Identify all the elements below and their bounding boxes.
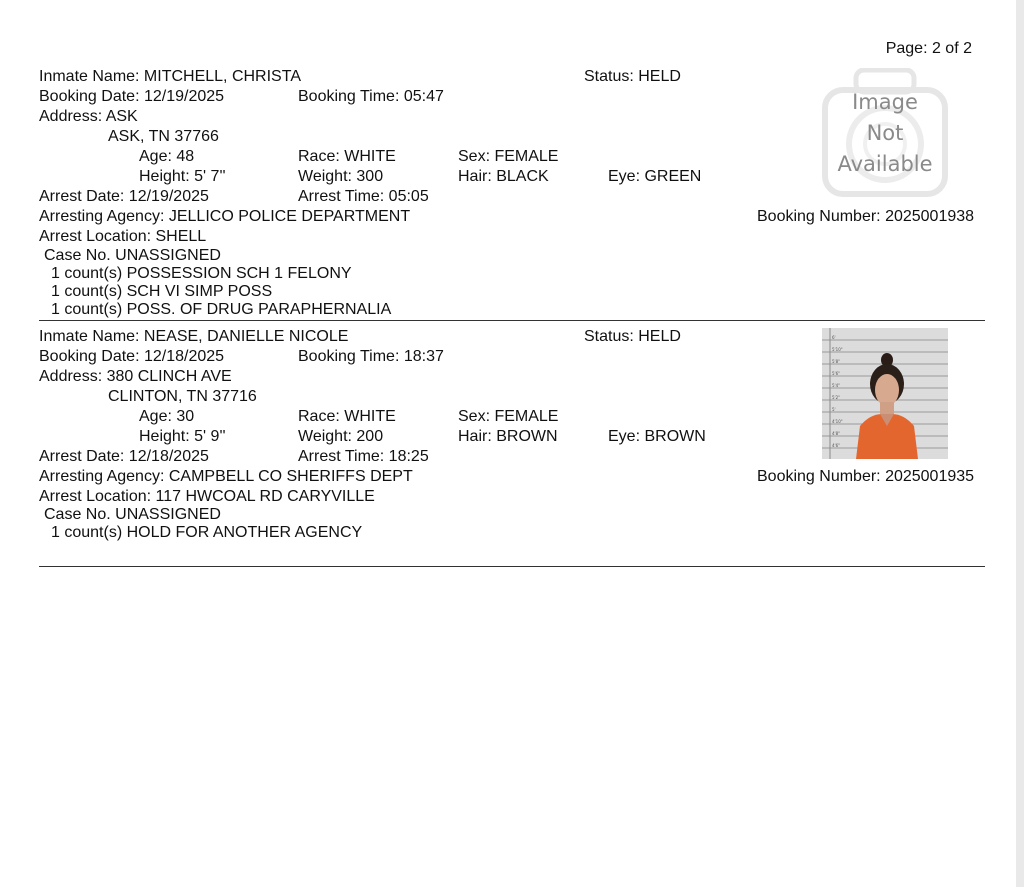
- age: Age: 30: [139, 408, 195, 425]
- weight: Weight: 200: [298, 428, 384, 445]
- booking-time: Booking Time: 18:37: [298, 348, 444, 365]
- status: Status: HELD: [584, 68, 681, 85]
- image-not-available-placeholder: [822, 68, 948, 198]
- sex: Sex: FEMALE: [458, 148, 559, 165]
- booking-photo-image: [822, 328, 948, 459]
- height-chart-tick-label: 5'2": [832, 395, 841, 400]
- height-chart-tick-label: 5'8": [832, 359, 841, 364]
- booking-date: Booking Date: 12/19/2025: [39, 88, 225, 105]
- booking-time: Booking Time: 05:47: [298, 88, 444, 105]
- height-chart-tick-label: 4'8": [832, 431, 841, 436]
- charge-item: 1 count(s) HOLD FOR ANOTHER AGENCY: [51, 524, 363, 541]
- weight: Weight: 300: [298, 168, 384, 185]
- address-line1: Address: 380 CLINCH AVE: [39, 368, 232, 385]
- height-chart-tick-label: 5'10": [832, 347, 843, 352]
- placeholder-text: Image: [852, 90, 918, 114]
- height-chart-tick-label: 5'4": [832, 383, 841, 388]
- height-chart-tick-label: 5'6": [832, 371, 841, 376]
- hair: Hair: BROWN: [458, 428, 558, 445]
- eye: Eye: BROWN: [608, 428, 706, 445]
- charge-item: 1 count(s) POSS. OF DRUG PARAPHERNALIA: [51, 301, 392, 318]
- arrest-time: Arrest Time: 05:05: [298, 188, 429, 205]
- placeholder-text: Available: [837, 152, 933, 176]
- page-number: Page: 2 of 2: [885, 40, 972, 57]
- inmate-name: Inmate Name: NEASE, DANIELLE NICOLE: [39, 328, 349, 345]
- placeholder-text: Not: [866, 121, 904, 145]
- arrest-location: Arrest Location: SHELL: [39, 228, 207, 245]
- record-divider: [39, 566, 985, 567]
- sex: Sex: FEMALE: [458, 408, 559, 425]
- arrest-date: Arrest Date: 12/18/2025: [39, 448, 209, 465]
- page-edge: [1016, 0, 1024, 887]
- record-divider: [39, 320, 985, 321]
- address-line2: CLINTON, TN 37716: [108, 388, 257, 405]
- height-chart-tick-label: 5': [832, 407, 836, 412]
- case-number: Case No. UNASSIGNED: [44, 506, 221, 523]
- case-number: Case No. UNASSIGNED: [44, 247, 221, 264]
- charge-item: 1 count(s) POSSESSION SCH 1 FELONY: [51, 265, 352, 282]
- booking-number: Booking Number: 2025001938: [757, 208, 975, 225]
- eye: Eye: GREEN: [608, 168, 702, 185]
- inmate-name: Inmate Name: MITCHELL, CHRISTA: [39, 68, 301, 85]
- hair: Hair: BLACK: [458, 168, 549, 185]
- height-chart-tick-label: 6': [832, 335, 836, 340]
- arrest-date: Arrest Date: 12/19/2025: [39, 188, 209, 205]
- charge-item: 1 count(s) SCH VI SIMP POSS: [51, 283, 273, 300]
- height: Height: 5' 9'': [139, 428, 226, 445]
- booking-date: Booking Date: 12/18/2025: [39, 348, 225, 365]
- booking-photo: [822, 328, 948, 459]
- race: Race: WHITE: [298, 408, 396, 425]
- arresting-agency: Arresting Agency: JELLICO POLICE DEPARTMENT: [39, 208, 411, 225]
- arresting-agency: Arresting Agency: CAMPBELL CO SHERIFFS DEPT: [39, 468, 413, 485]
- arrest-time: Arrest Time: 18:25: [298, 448, 429, 465]
- booking-number: Booking Number: 2025001935: [757, 468, 975, 485]
- address-line1: Address: ASK: [39, 108, 138, 125]
- arrest-location: Arrest Location: 117 HWCOAL RD CARYVILLE: [39, 488, 375, 505]
- height: Height: 5' 7'': [139, 168, 226, 185]
- height-chart-tick-label: 4'10": [832, 419, 843, 424]
- age: Age: 48: [139, 148, 195, 165]
- status: Status: HELD: [584, 328, 681, 345]
- address-line2: ASK, TN 37766: [108, 128, 219, 145]
- height-chart-tick-label: 4'6": [832, 443, 841, 448]
- race: Race: WHITE: [298, 148, 396, 165]
